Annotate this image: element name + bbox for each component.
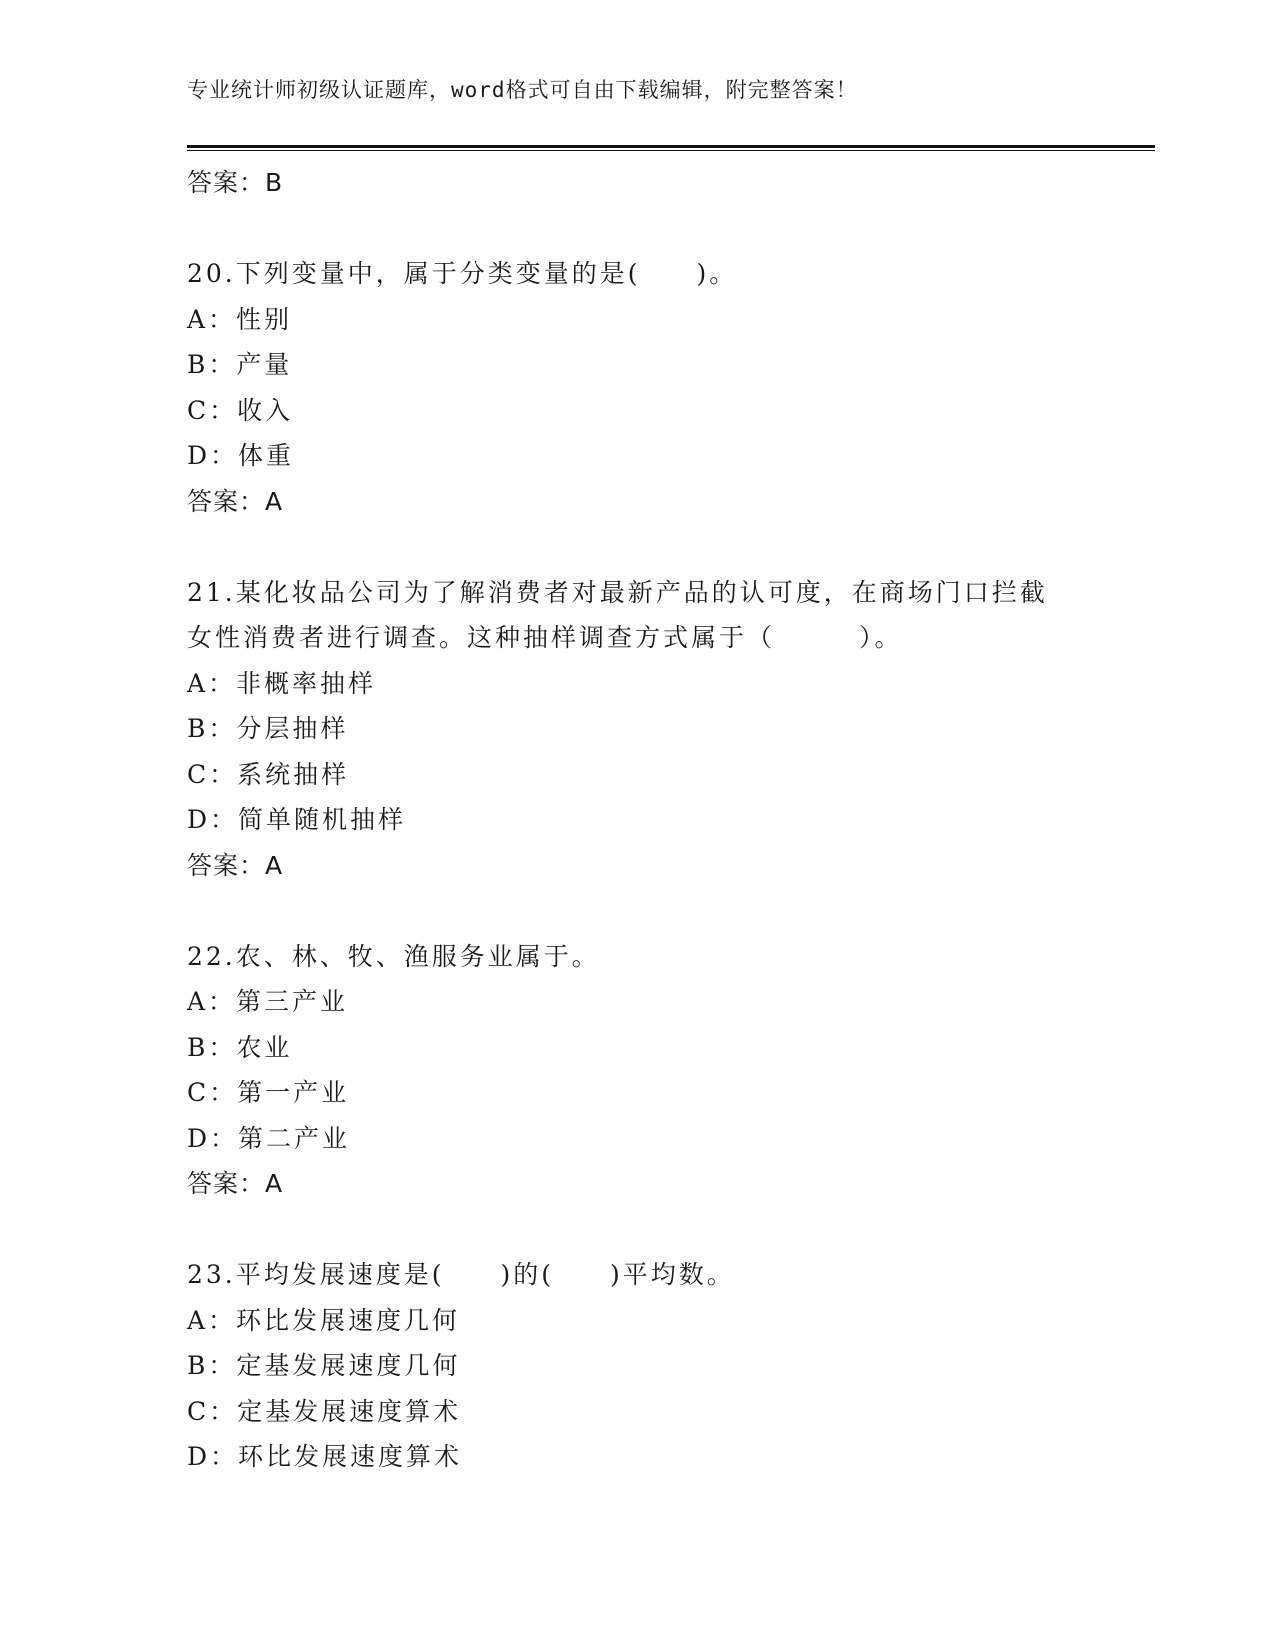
question-stem: 22.农、林、牧、渔服务业属于。: [187, 941, 600, 971]
answer: 答案：A: [187, 1169, 284, 1198]
question-23: [187, 1252, 1087, 1480]
option-d: D：第二产业: [187, 1123, 351, 1153]
question-22: [187, 934, 1087, 1207]
answer: 答案：A: [187, 850, 284, 880]
option-d: D：环比发展速度算术: [187, 1442, 463, 1471]
option-c: C：收入: [187, 395, 294, 425]
previous-answer: 答案：B: [187, 168, 284, 197]
option-b: B：定基发展速度几何: [187, 1351, 461, 1380]
question-21: [187, 570, 1087, 889]
option-b: B：分层抽样: [187, 714, 349, 743]
answer: 答案：A: [187, 486, 284, 516]
option-c: C：定基发展速度算术: [187, 1396, 462, 1426]
option-b: B：产量: [187, 350, 293, 379]
option-d: D：体重: [187, 441, 295, 470]
option-a: A：环比发展速度几何: [187, 1305, 461, 1335]
question-stem-line-1: 21.某化妆品公司为了解消费者对最新产品的认可度，在商场门口拦截: [187, 577, 1048, 607]
option-a: A：性别: [187, 304, 293, 334]
header-rule-thin: [187, 150, 1155, 151]
option-a: A：非概率抽样: [187, 668, 377, 698]
question-20: [187, 251, 1087, 524]
option-c: C：系统抽样: [187, 759, 350, 789]
document-body: [187, 160, 1087, 1480]
option-a: A：第三产业: [187, 987, 349, 1016]
option-b: B：农业: [187, 1032, 293, 1062]
option-c: C：第一产业: [187, 1078, 350, 1107]
page-header: 专业统计师初级认证题库，word格式可自由下载编辑，附完整答案！: [187, 78, 858, 102]
question-stem: 23.平均发展速度是( )的( )平均数。: [187, 1260, 735, 1289]
option-d: D：简单随机抽样: [187, 805, 407, 834]
question-stem: 20.下列变量中，属于分类变量的是( )。: [187, 259, 738, 288]
header-rule-thick: [187, 145, 1155, 148]
question-stem-line-2: 女性消费者进行调查。这种抽样调查方式属于（ ）。: [187, 623, 903, 652]
